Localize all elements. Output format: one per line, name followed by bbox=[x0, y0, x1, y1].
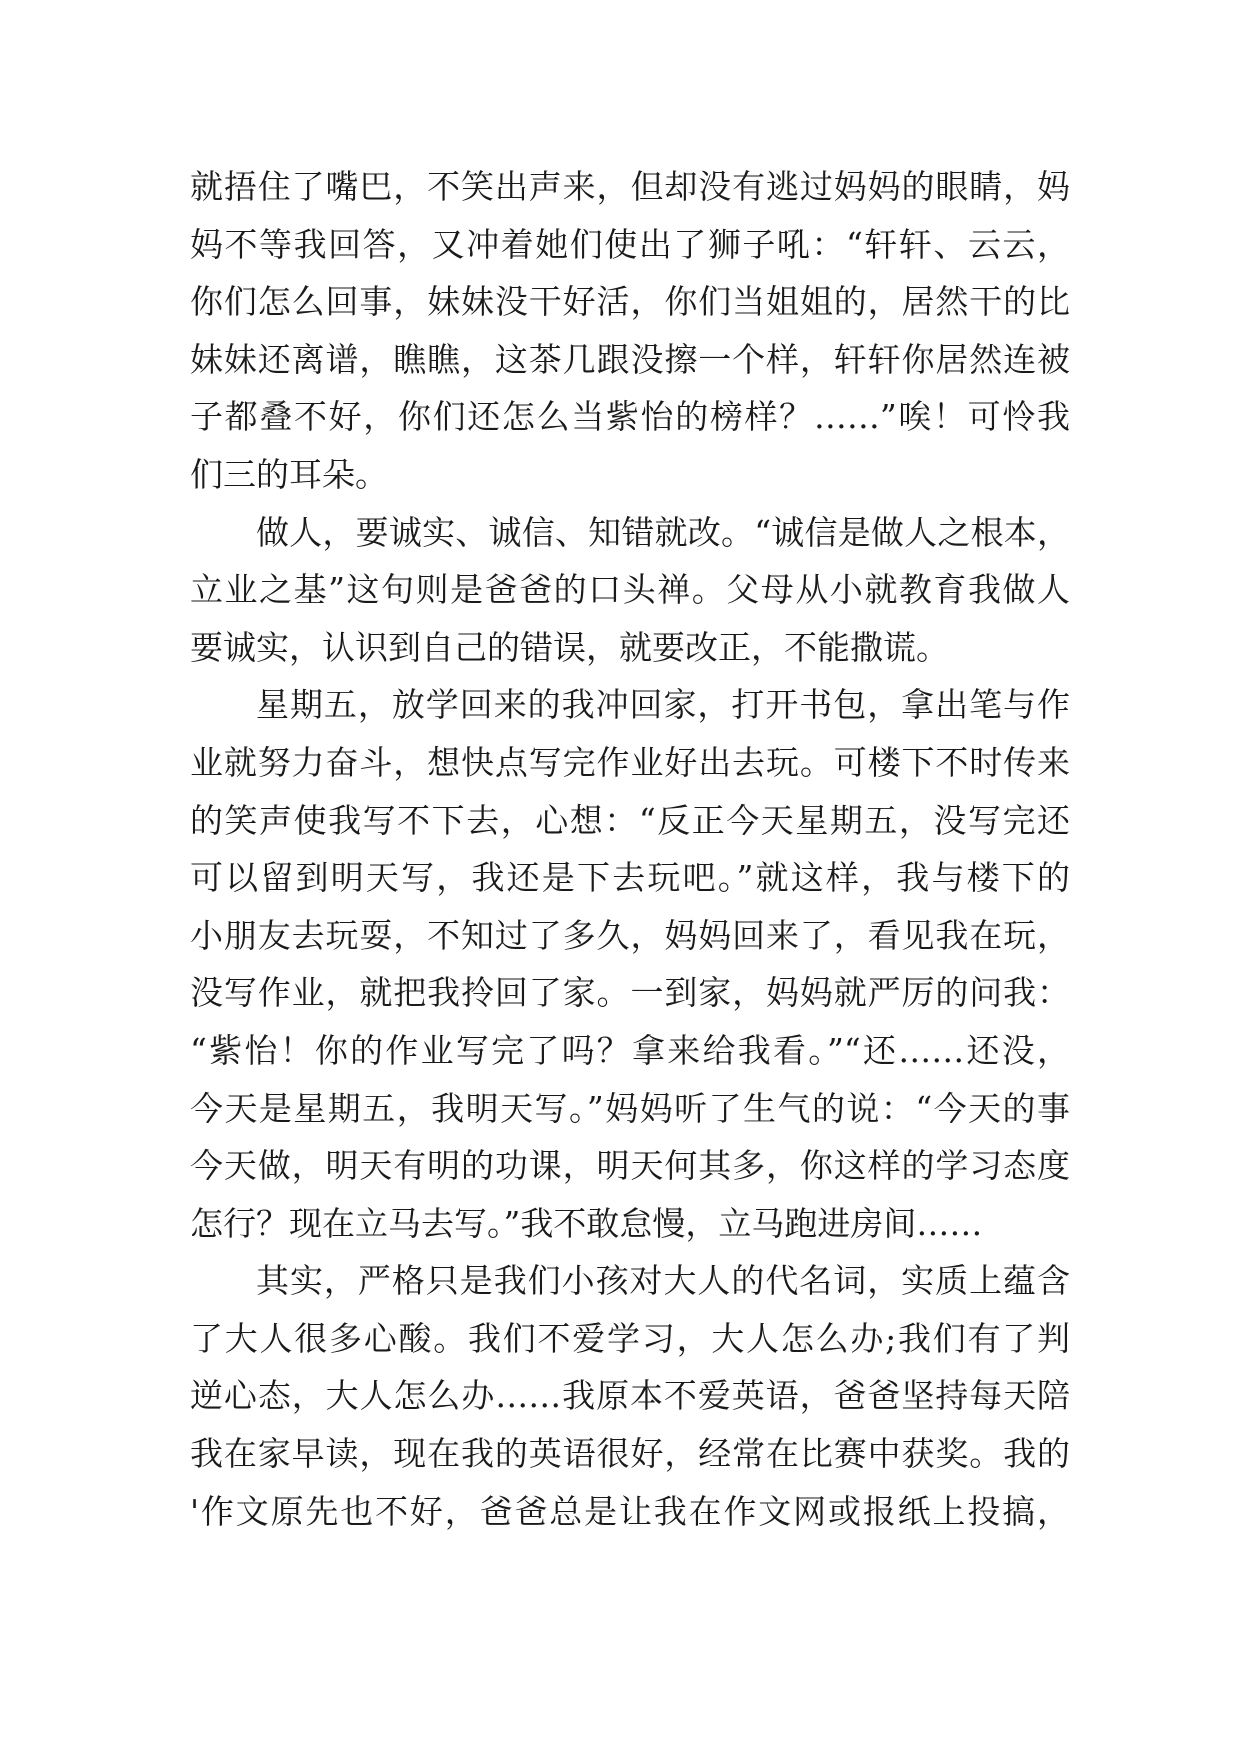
text-line: 们三的耳朵。 bbox=[190, 454, 388, 494]
text-line: 妹妹还离谱，瞧瞧，这茶几跟没擦一个样，轩轩你居然连被 bbox=[190, 339, 1070, 379]
text-line: 做人，要诚实、诚信、知错就改。“诚信是做人之根本， bbox=[256, 512, 1070, 552]
text-line: 怎行？现在立马去写。”我不敢怠慢，立马跑进房间…… bbox=[190, 1203, 983, 1243]
text-line: 子都叠不好，你们还怎么当紫怡的榜样？……”唉！可怜我 bbox=[190, 397, 1070, 437]
text-line: 小朋友去玩耍，不知过了多久，妈妈回来了，看见我在玩， bbox=[190, 915, 1070, 955]
text-line: 妈不等我回答，又冲着她们使出了狮子吼：“轩轩、云云， bbox=[190, 224, 1070, 264]
text-line: 我在家早读，现在我的英语很好，经常在比赛中获奖。我的 bbox=[190, 1434, 1070, 1474]
text-line: 星期五，放学回来的我冲回家，打开书包，拿出笔与作 bbox=[256, 685, 1070, 725]
document-body bbox=[190, 158, 1070, 1540]
text-line: 今天做，明天有明的功课，明天何其多，你这样的学习态度 bbox=[190, 1146, 1070, 1186]
text-line: 立业之基”这句则是爸爸的口头禅。父母从小就教育我做人 bbox=[190, 570, 1070, 610]
text-line: 要诚实，认识到自己的错误，就要改正，不能撒谎。 bbox=[190, 627, 949, 667]
text-line: 了大人很多心酸。我们不爱学习，大人怎么办;我们有了判 bbox=[190, 1318, 1070, 1358]
text-line: '作文原先也不好，爸爸总是让我在作文网或报纸上投搞， bbox=[190, 1491, 1070, 1531]
text-line: “紫怡！你的作业写完了吗？拿来给我看。”“还……还没， bbox=[190, 1030, 1070, 1070]
text-line: 就捂住了嘴巴，不笑出声来，但却没有逃过妈妈的眼睛，妈 bbox=[190, 167, 1070, 206]
text-line: 今天是星期五，我明天写。”妈妈听了生气的说：“今天的事 bbox=[190, 1088, 1070, 1128]
text-line: 业就努力奋斗，想快点写完作业好出去玩。可楼下不时传来 bbox=[190, 742, 1070, 782]
text-line: 的笑声使我写不下去，心想：“反正今天星期五，没写完还 bbox=[190, 800, 1070, 840]
text-line: 没写作业，就把我拎回了家。一到家，妈妈就严厉的问我： bbox=[190, 973, 1070, 1013]
text-line: 其实，严格只是我们小孩对大人的代名词，实质上蕴含 bbox=[256, 1261, 1070, 1301]
text-line: 可以留到明天写，我还是下去玩吧。”就这样，我与楼下的 bbox=[190, 858, 1070, 898]
text-line: 你们怎么回事，妹妹没干好活，你们当姐姐的，居然干的比 bbox=[190, 282, 1070, 322]
text-line: 逆心态，大人怎么办……我原本不爱英语，爸爸坚持每天陪 bbox=[190, 1376, 1070, 1416]
